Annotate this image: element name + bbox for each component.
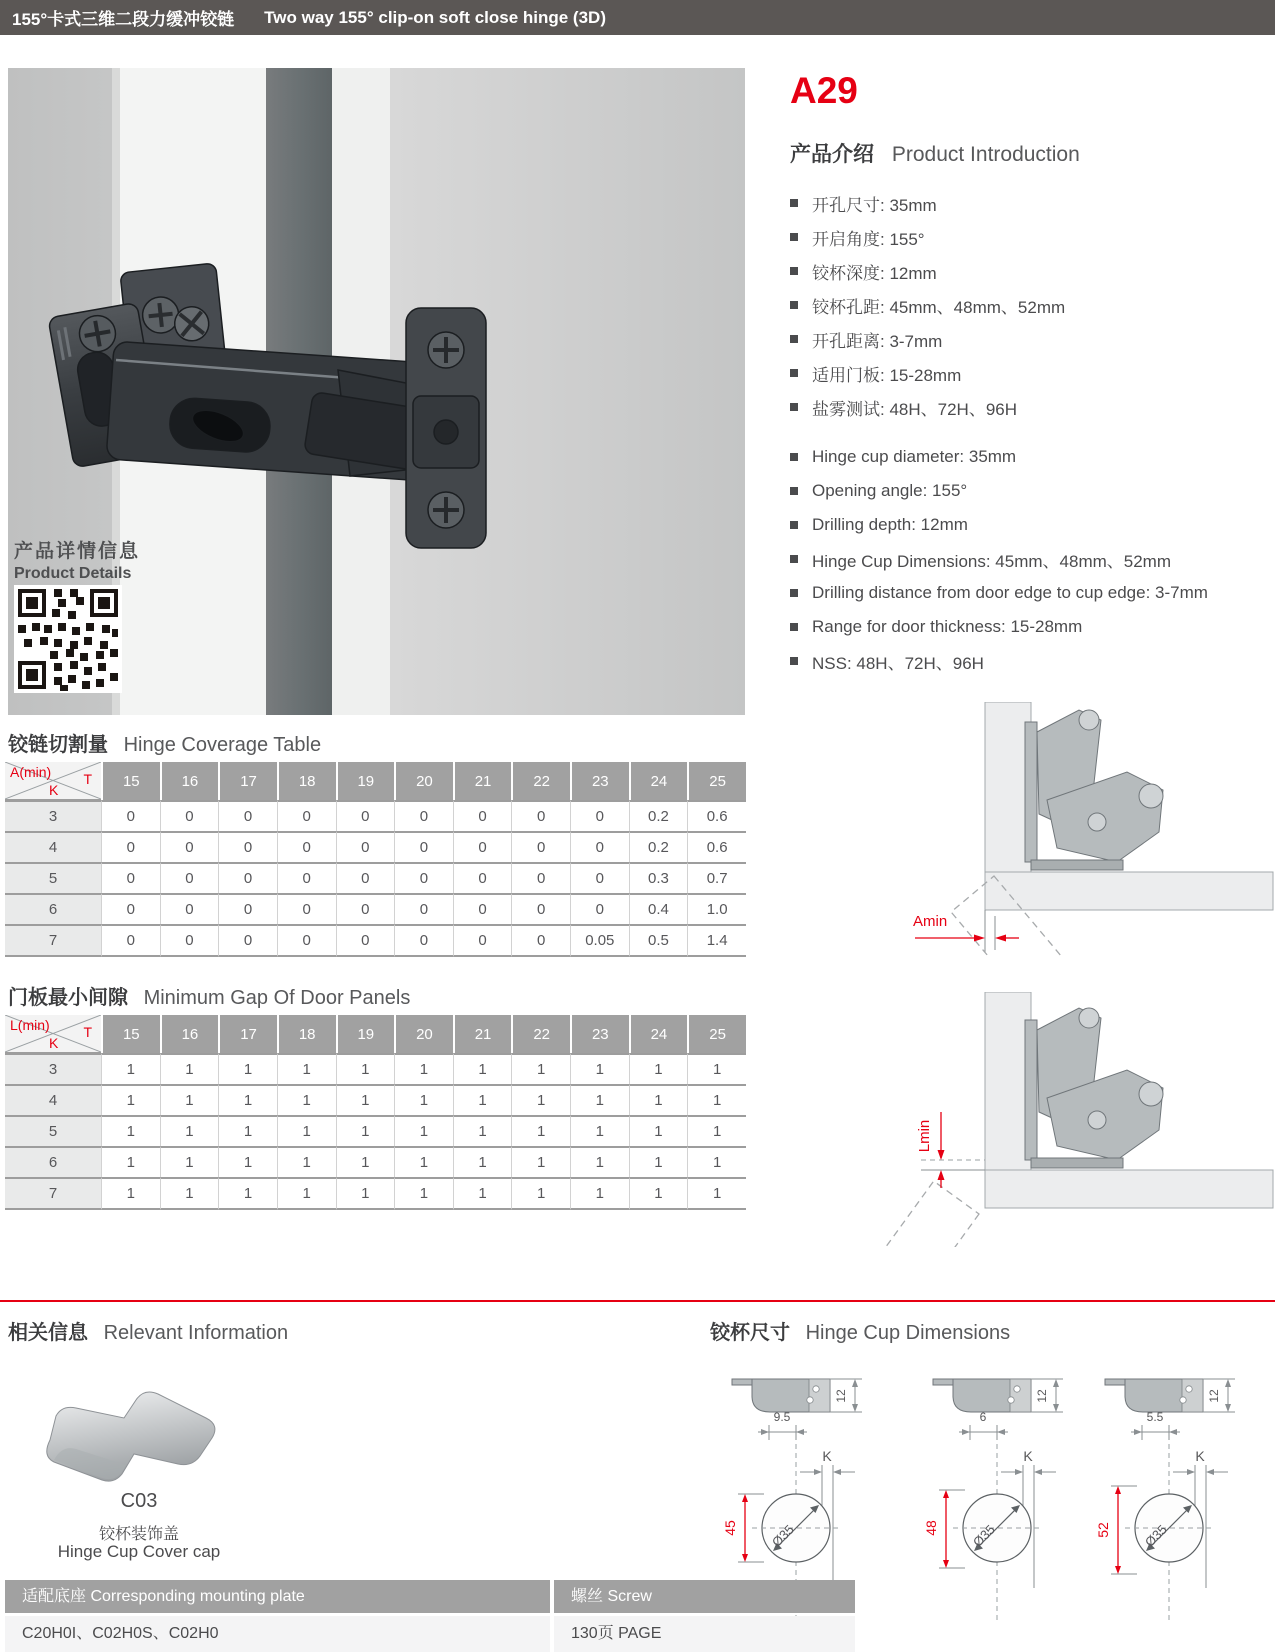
- table-cell: 0.05: [570, 924, 629, 957]
- table-header-row: [5, 762, 746, 800]
- table-cell: 0: [160, 800, 219, 831]
- table-cell: 1: [629, 1115, 688, 1146]
- table-cell: 1: [629, 1084, 688, 1115]
- cup-diagram-52: [1085, 1368, 1275, 1633]
- product-intro-heading: [790, 138, 1240, 168]
- spec-item: [790, 576, 1240, 610]
- hinge-sketch: [1025, 710, 1163, 870]
- table-row-header: 3: [5, 1053, 101, 1084]
- table-row: [5, 831, 746, 862]
- k-label: K: [822, 1448, 832, 1464]
- table-cell: 1: [629, 1177, 688, 1210]
- table-cell: 1: [570, 1146, 629, 1177]
- table-cell: 1: [511, 1177, 570, 1210]
- table-cell: 1: [160, 1084, 219, 1115]
- table-cell: 0.2: [629, 831, 688, 862]
- coverage-title-cn: 铰链切割量: [8, 734, 108, 756]
- table-row: [5, 800, 746, 831]
- table-row-header: 5: [5, 862, 101, 893]
- bullet-square-icon: [790, 301, 798, 309]
- table-row-header: 4: [5, 1084, 101, 1115]
- table-cell: 0: [394, 893, 453, 924]
- product-info-panel: [790, 70, 1240, 678]
- spec-text: 适用门板: 15-28mm: [812, 365, 962, 385]
- table-cell: 1: [511, 1053, 570, 1084]
- bullet-square-icon: [790, 267, 798, 275]
- relevant-title-cn: 相关信息: [8, 1322, 88, 1344]
- table-cell: 1: [160, 1146, 219, 1177]
- bullet-square-icon: [790, 199, 798, 207]
- spec-item: [790, 644, 1240, 678]
- table-cell: 1: [218, 1084, 277, 1115]
- table-row: [5, 1115, 746, 1146]
- coverage-section-title: [8, 728, 321, 757]
- table-row: [5, 1053, 746, 1084]
- table-cell: 0: [394, 831, 453, 862]
- table-cell: 1: [687, 1177, 746, 1210]
- table-cell: 1: [570, 1084, 629, 1115]
- spec-text: 盐雾测试: 48H、72H、96H: [812, 399, 1018, 419]
- table-cell: 0: [394, 862, 453, 893]
- table-col-header: 21: [453, 762, 512, 800]
- spec-text: NSS: 48H、72H、96H: [812, 653, 984, 673]
- cover-cap-code: C03: [120, 1490, 158, 1512]
- spec-item: [790, 288, 1240, 322]
- k-label: K: [1023, 1448, 1033, 1464]
- cup-dimensions-section-title: [710, 1316, 1010, 1345]
- offset-dim: 6: [979, 1410, 987, 1424]
- table-col-header: 24: [629, 1015, 688, 1053]
- table-cell: 1: [336, 1053, 395, 1084]
- table-cell: 1: [277, 1177, 336, 1210]
- spec-text: 开启角度: 155°: [812, 229, 925, 249]
- diameter-label: Ø35: [969, 1521, 998, 1550]
- k-label: K: [1195, 1448, 1205, 1464]
- spec-text: Hinge Cup Dimensions: 45mm、48mm、52mm: [812, 551, 1172, 571]
- table-cell: 0: [511, 831, 570, 862]
- gap-section-title: [8, 981, 410, 1010]
- diameter-label: Ø35: [768, 1521, 797, 1550]
- table-header-row: [5, 1015, 746, 1053]
- table-cell: 1: [336, 1177, 395, 1210]
- table-row: [5, 893, 746, 924]
- spec-item: [790, 220, 1240, 254]
- table-col-header: 20: [394, 1015, 453, 1053]
- depth-dim: 12: [1207, 1389, 1221, 1403]
- table-col-header: 25: [687, 1015, 746, 1053]
- table-cell: 1: [277, 1053, 336, 1084]
- table-col-header: 18: [277, 1015, 336, 1053]
- table-cell: 1: [160, 1053, 219, 1084]
- cup-dims-title-en: Hinge Cup Dimensions: [805, 1322, 1011, 1344]
- bullet-square-icon: [790, 487, 798, 495]
- table-cell: 1: [511, 1146, 570, 1177]
- table-cell: 1: [101, 1053, 160, 1084]
- amin-label: Amin: [913, 913, 948, 930]
- table-cell: 0: [511, 800, 570, 831]
- table-cell: 0: [570, 800, 629, 831]
- spec-item: [790, 610, 1240, 644]
- mounting-table-header-row: [5, 1580, 855, 1613]
- table-cell: 1: [394, 1177, 453, 1210]
- table-cell: 1: [453, 1146, 512, 1177]
- table-cell: 0: [336, 893, 395, 924]
- height-dim: 45: [722, 1520, 738, 1536]
- cup-diagram-48: [913, 1368, 1103, 1633]
- cover-cap-image: [28, 1362, 248, 1487]
- table-row-header: 4: [5, 831, 101, 862]
- lmin-label: Lmin: [916, 1119, 933, 1153]
- relevant-section-title: [8, 1316, 288, 1345]
- table-cell: 1.0: [687, 893, 746, 924]
- spec-item: [790, 254, 1240, 288]
- table-row: [5, 1084, 746, 1115]
- table-corner-cell: L(min) T K: [5, 1015, 101, 1053]
- hinge-sketch: [1025, 1008, 1163, 1168]
- table-cell: 0: [570, 893, 629, 924]
- table-cell: 0: [101, 893, 160, 924]
- table-cell: 0: [394, 800, 453, 831]
- gap-table: [5, 1015, 746, 1210]
- table-row: [5, 1177, 746, 1210]
- table-cell: 0.6: [687, 831, 746, 862]
- table-cell: 0: [570, 862, 629, 893]
- specs-list-cn: [790, 186, 1240, 424]
- qr-code: [14, 585, 122, 693]
- table-col-header: 23: [570, 762, 629, 800]
- table-cell: 1: [570, 1177, 629, 1210]
- table-cell: 1: [394, 1146, 453, 1177]
- table-cell: 1.4: [687, 924, 746, 957]
- table-col-header: 15: [101, 1015, 160, 1053]
- table-cell: 0: [453, 924, 512, 957]
- table-cell: 0: [336, 800, 395, 831]
- offset-dim: 5.5: [1146, 1410, 1164, 1424]
- bullet-square-icon: [790, 589, 798, 597]
- table-cell: 1: [511, 1084, 570, 1115]
- table-cell: 1: [277, 1084, 336, 1115]
- table-cell: 1: [394, 1115, 453, 1146]
- amin-diagram: [885, 702, 1275, 957]
- table-col-header: 24: [629, 762, 688, 800]
- table-cell: 0: [218, 800, 277, 831]
- spec-item: [790, 390, 1240, 424]
- table-cell: 1: [336, 1146, 395, 1177]
- table-cell: 1: [394, 1053, 453, 1084]
- product-photo: [8, 68, 745, 715]
- depth-dim: 12: [834, 1389, 848, 1403]
- table-col-header: 20: [394, 762, 453, 800]
- table-col-header: 17: [218, 1015, 277, 1053]
- table-cell: 1: [277, 1146, 336, 1177]
- table-col-header: 18: [277, 762, 336, 800]
- table-cell: 1: [218, 1146, 277, 1177]
- table-cell: 0: [336, 924, 395, 957]
- table-cell: 0: [218, 862, 277, 893]
- mounting-plate-value: C20H0I、C02H0S、C02H0: [5, 1616, 550, 1652]
- table-cell: 1: [629, 1053, 688, 1084]
- table-cell: 1: [277, 1115, 336, 1146]
- table-row: [5, 1146, 746, 1177]
- table-cell: 1: [101, 1146, 160, 1177]
- table-col-header: 23: [570, 1015, 629, 1053]
- table-cell: 1: [336, 1115, 395, 1146]
- table-cell: 1: [218, 1115, 277, 1146]
- table-cell: 0: [277, 862, 336, 893]
- spec-text: 铰杯深度: 12mm: [812, 263, 937, 283]
- lmin-diagram: [885, 992, 1275, 1247]
- table-cell: 1: [218, 1053, 277, 1084]
- page-header-bar: [0, 0, 1275, 35]
- cover-cap-name-en: Hinge Cup Cover cap: [57, 1542, 221, 1561]
- table-cell: 0: [277, 800, 336, 831]
- table-cell: 0: [277, 924, 336, 957]
- table-cell: 1: [160, 1115, 219, 1146]
- mounting-table-data-row: [5, 1613, 855, 1652]
- table-cell: 1: [687, 1146, 746, 1177]
- table-cell: 0: [101, 831, 160, 862]
- spec-item: [790, 186, 1240, 220]
- table-row-header: 6: [5, 1146, 101, 1177]
- spec-text: Hinge cup diameter: 35mm: [812, 447, 1017, 466]
- bullet-square-icon: [790, 403, 798, 411]
- bullet-square-icon: [790, 453, 798, 461]
- table-cell: 1: [570, 1115, 629, 1146]
- table-cell: 0: [160, 862, 219, 893]
- bullet-square-icon: [790, 521, 798, 529]
- offset-dim: 9.5: [773, 1410, 791, 1424]
- spec-item: [790, 542, 1240, 576]
- bullet-square-icon: [790, 555, 798, 563]
- spec-text: Drilling depth: 12mm: [812, 515, 968, 534]
- table-row-header: 7: [5, 924, 101, 957]
- table-cell: 0.4: [629, 893, 688, 924]
- relevant-title-en: Relevant Information: [103, 1322, 289, 1344]
- table-cell: 0: [101, 924, 160, 957]
- table-col-header: 22: [511, 762, 570, 800]
- spec-text: Range for door thickness: 15-28mm: [812, 617, 1083, 636]
- bullet-square-icon: [790, 369, 798, 377]
- table-cell: 0: [453, 862, 512, 893]
- coverage-title-en: Hinge Coverage Table: [123, 734, 322, 756]
- product-details-label-en: Product Details: [14, 564, 132, 582]
- table-cell: 1: [101, 1177, 160, 1210]
- table-cell: 0.3: [629, 862, 688, 893]
- table-cell: 0: [277, 893, 336, 924]
- table-cell: 1: [336, 1084, 395, 1115]
- table-row-header: 3: [5, 800, 101, 831]
- spec-text: Drilling distance from door edge to cup edge: 3-7mm: [812, 583, 1208, 602]
- intro-heading-cn: 产品介绍: [790, 143, 874, 166]
- intro-heading-en: Product Introduction: [891, 143, 1080, 166]
- table-cell: 1: [570, 1053, 629, 1084]
- bullet-square-icon: [790, 233, 798, 241]
- gap-title-en: Minimum Gap Of Door Panels: [143, 987, 411, 1009]
- table-cell: 1: [453, 1115, 512, 1146]
- table-cell: 1: [101, 1115, 160, 1146]
- diameter-label: Ø35: [1141, 1521, 1170, 1550]
- bullet-square-icon: [790, 657, 798, 665]
- mounting-plate-header: 适配底座 Corresponding mounting plate: [5, 1580, 550, 1613]
- table-cell: 0: [511, 924, 570, 957]
- table-cell: 0.5: [629, 924, 688, 957]
- table-cell: 0.7: [687, 862, 746, 893]
- table-cell: 1: [160, 1177, 219, 1210]
- gap-title-cn: 门板最小间隙: [8, 987, 128, 1009]
- table-cell: 0: [160, 831, 219, 862]
- table-cell: 0.6: [687, 800, 746, 831]
- table-cell: 0: [277, 831, 336, 862]
- table-cell: 0: [511, 862, 570, 893]
- table-cell: 0: [570, 831, 629, 862]
- table-row-header: 7: [5, 1177, 101, 1210]
- table-col-header: 15: [101, 762, 160, 800]
- table-cell: 1: [511, 1115, 570, 1146]
- height-dim: 52: [1095, 1522, 1111, 1538]
- table-col-header: 16: [160, 1015, 219, 1053]
- spec-text: 铰杯孔距: 45mm、48mm、52mm: [812, 297, 1066, 317]
- table-cell: 0: [218, 893, 277, 924]
- table-cell: 0.2: [629, 800, 688, 831]
- table-cell: 1: [629, 1146, 688, 1177]
- coverage-table: [5, 762, 746, 957]
- screw-page-value: 130页 PAGE: [554, 1616, 855, 1652]
- table-col-header: 19: [336, 762, 395, 800]
- table-cell: 0: [218, 831, 277, 862]
- product-code: A29: [790, 70, 858, 111]
- spec-item: [790, 322, 1240, 356]
- table-cell: 1: [394, 1084, 453, 1115]
- bullet-square-icon: [790, 623, 798, 631]
- height-dim: 48: [923, 1520, 939, 1536]
- spec-text: Opening angle: 155°: [812, 481, 968, 500]
- table-cell: 1: [453, 1053, 512, 1084]
- spec-text: 开孔距离: 3-7mm: [812, 331, 943, 351]
- mounting-plate-table: [5, 1580, 855, 1652]
- table-cell: 1: [687, 1084, 746, 1115]
- spec-item: [790, 474, 1240, 508]
- table-col-header: 21: [453, 1015, 512, 1053]
- table-col-header: 25: [687, 762, 746, 800]
- table-cell: 0: [453, 800, 512, 831]
- table-corner-cell: A(min) T K: [5, 762, 101, 800]
- section-divider: [0, 1300, 1275, 1302]
- specs-list-en: [790, 440, 1240, 678]
- table-cell: 1: [218, 1177, 277, 1210]
- depth-dim: 12: [1035, 1389, 1049, 1403]
- table-cell: 0: [218, 924, 277, 957]
- screw-header: 螺丝 Screw: [554, 1580, 855, 1613]
- table-cell: 0: [394, 924, 453, 957]
- table-cell: 1: [687, 1053, 746, 1084]
- page-title-cn: 155°卡式三维二段力缓冲铰链: [12, 10, 235, 29]
- table-cell: 0: [101, 862, 160, 893]
- bullet-square-icon: [790, 335, 798, 343]
- table-row-header: 6: [5, 893, 101, 924]
- spec-item: [790, 508, 1240, 542]
- table-col-header: 22: [511, 1015, 570, 1053]
- table-cell: 0: [101, 800, 160, 831]
- table-cell: 1: [453, 1177, 512, 1210]
- table-cell: 0: [336, 831, 395, 862]
- page-title-en: Two way 155° clip-on soft close hinge (3D): [264, 7, 606, 27]
- product-details-label: [14, 540, 140, 584]
- table-cell: 0: [453, 831, 512, 862]
- spec-item: [790, 356, 1240, 390]
- table-cell: 1: [453, 1084, 512, 1115]
- table-cell: 0: [160, 924, 219, 957]
- table-cell: 0: [336, 862, 395, 893]
- spec-text: 开孔尺寸: 35mm: [812, 195, 937, 215]
- cover-cap-name-cn: 铰杯装饰盖: [98, 1526, 179, 1543]
- table-col-header: 19: [336, 1015, 395, 1053]
- table-cell: 0: [160, 893, 219, 924]
- product-details-label-cn: 产品详情信息: [14, 541, 141, 562]
- cup-dims-title-cn: 铰杯尺寸: [710, 1322, 790, 1344]
- table-col-header: 16: [160, 762, 219, 800]
- table-cell: 1: [101, 1084, 160, 1115]
- spec-item: [790, 440, 1240, 474]
- table-cell: 0: [511, 893, 570, 924]
- table-row: [5, 862, 746, 893]
- table-row-header: 5: [5, 1115, 101, 1146]
- table-cell: 1: [687, 1115, 746, 1146]
- table-col-header: 17: [218, 762, 277, 800]
- table-row: [5, 924, 746, 957]
- table-cell: 0: [453, 893, 512, 924]
